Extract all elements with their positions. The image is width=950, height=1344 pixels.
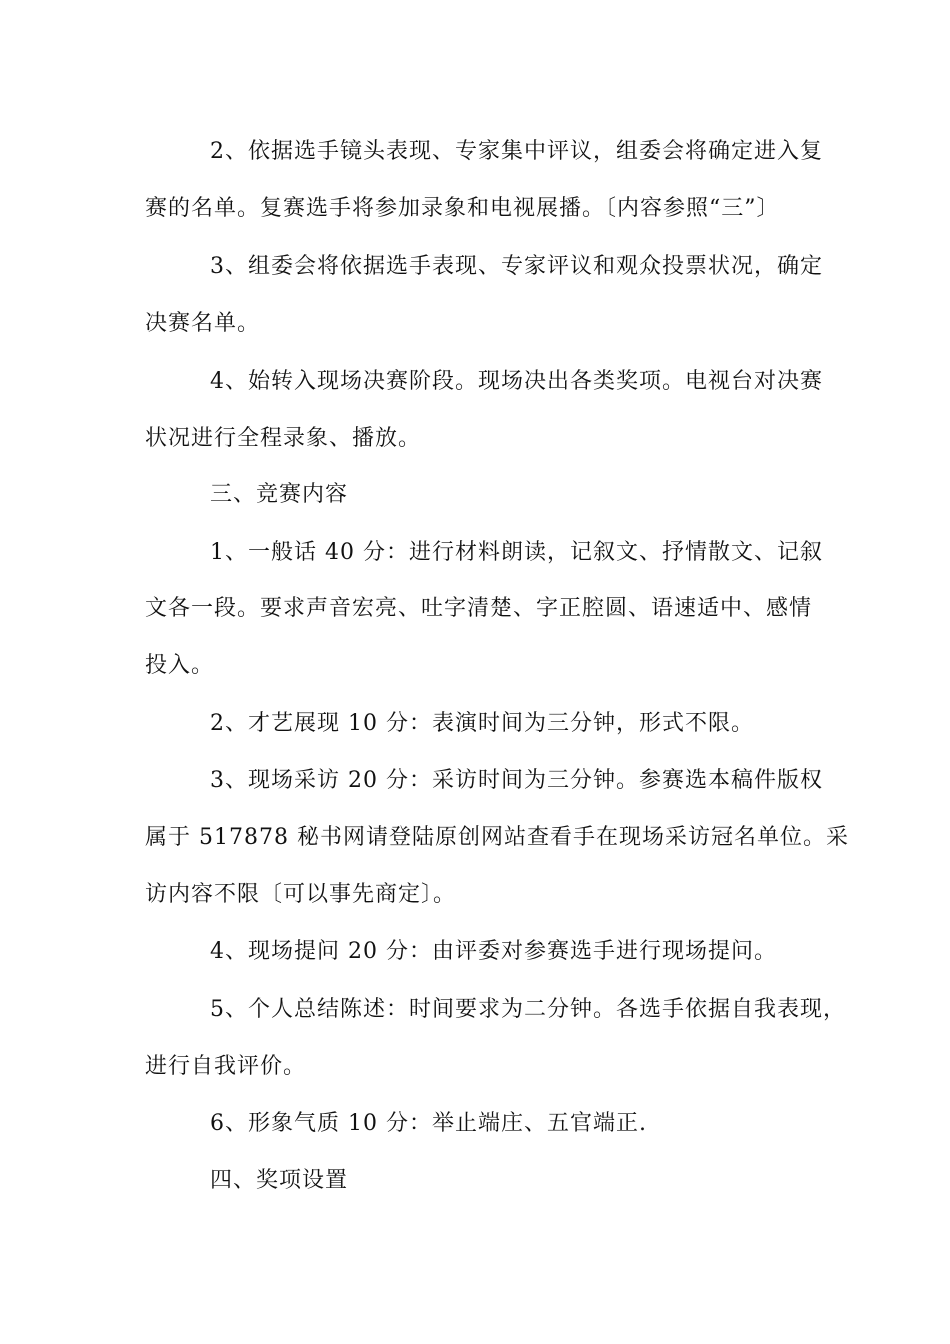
paragraph-3-line-1: 3、组委会将依据选手表现、专家评议和观众投票状况，确定 xyxy=(210,254,823,279)
item-3-line-2: 属于 517878 秘书网请登陆原创网站查看手在现场采访冠名单位。采 xyxy=(145,825,849,850)
section-heading-competition-content: 三、竞赛内容 xyxy=(210,482,349,507)
paragraph-4-line-1: 4、始转入现场决赛阶段。现场决出各类奖项。电视台对决赛 xyxy=(210,369,823,394)
item-1-line-1: 1、一般话 40 分：进行材料朗读，记叙文、抒情散文、记叙 xyxy=(210,540,823,565)
item-1-line-2: 文各一段。要求声音宏亮、吐字清楚、字正腔圆、语速适中、感情 xyxy=(145,596,813,621)
paragraph-2-line-2: 赛的名单。复赛选手将参加录象和电视展播。〔内容参照“三”〕 xyxy=(145,196,780,221)
item-3-line-3: 访内容不限〔可以事先商定〕。 xyxy=(145,882,457,907)
item-3-line-1: 3、现场采访 20 分：采访时间为三分钟。参赛选本稿件版权 xyxy=(210,768,823,793)
item-1-line-3: 投入。 xyxy=(145,653,215,678)
paragraph-2-line-1: 2、依据选手镜头表现、专家集中评议，组委会将确定进入复 xyxy=(210,139,823,164)
item-2-line-1: 2、才艺展现 10 分：表演时间为三分钟，形式不限。 xyxy=(210,711,754,736)
item-4-line-1: 4、现场提问 20 分：由评委对参赛选手进行现场提问。 xyxy=(210,939,777,964)
paragraph-4-line-2: 状况进行全程录象、播放。 xyxy=(145,426,422,451)
section-heading-awards: 四、奖项设置 xyxy=(210,1168,349,1193)
item-6-line-1: 6、形象气质 10 分：举止端庄、五官端正. xyxy=(210,1111,647,1136)
item-5-line-1: 5、个人总结陈述：时间要求为二分钟。各选手依据自我表现， xyxy=(210,997,846,1022)
paragraph-3-line-2: 决赛名单。 xyxy=(145,311,261,336)
item-5-line-2: 进行自我评价。 xyxy=(145,1054,307,1079)
